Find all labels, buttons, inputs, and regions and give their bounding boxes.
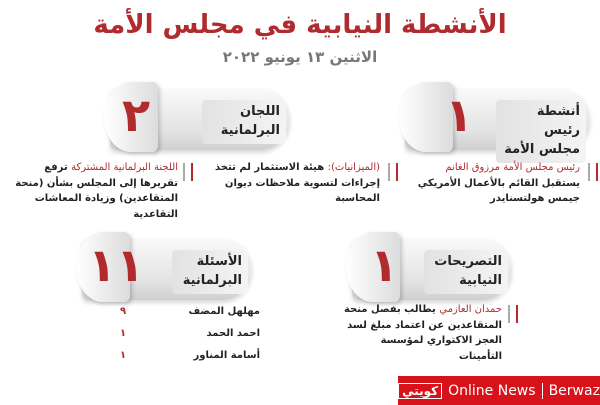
section-count: ١ — [445, 88, 474, 142]
mp-name: مهلهل المضف — [188, 306, 260, 317]
question-count: ١ — [120, 328, 127, 339]
news-highlight: اللجنة البرلمانية المشتركة — [71, 162, 178, 173]
news-text: هيئة الاستثمار لم تتخذ إجراءات لتسوية ملاحظات ديوان المحاسبة — [215, 162, 380, 204]
section-count: ١ — [370, 238, 399, 292]
mp-name: احمد الحمد — [206, 328, 260, 339]
section-count: ٢ — [122, 88, 151, 142]
section-title: التصريحات النيابية — [424, 250, 508, 294]
site-logo: كويتي — [398, 383, 442, 399]
questions-list — [120, 306, 260, 372]
news-highlight: (الميزانيات): — [327, 162, 380, 173]
page-title: الأنشطة النيابية في مجلس الأمة — [93, 10, 507, 40]
news-text: ترفع تقريرها إلى المجلس بشأن (منحة المتقاعدين) وزيادة المعاشات التقاعدية — [15, 162, 178, 220]
section-title: اللجان البرلمانية — [202, 100, 286, 144]
speaker-news — [405, 160, 580, 207]
question-count: ١ — [120, 350, 127, 361]
site-name: Berwaz — [548, 382, 600, 399]
list-item — [120, 328, 260, 350]
committee-news-1 — [185, 160, 380, 207]
news-highlight: حمدان العازمي — [439, 304, 502, 315]
section-title: أنشطة رئيس مجلس الأمة — [496, 100, 586, 163]
news-text: يستقبل القائم بالأعمال الأمريكي جيمس هولتسنايدر — [417, 177, 580, 204]
section-card-questions — [82, 238, 252, 300]
section-card-statements — [352, 238, 512, 300]
news-text: يطالب بفصل منحة المتقاعدين عن اعتماد مبلغ لسد العجز الاكتواري لمؤسسة التأمينات — [343, 304, 502, 362]
bullet-icon — [588, 163, 598, 181]
list-item — [120, 350, 260, 372]
brand-name: Online News — [448, 382, 536, 399]
section-card-speaker — [405, 88, 590, 157]
section-count: ١١ — [88, 238, 145, 292]
bullet-icon — [508, 305, 518, 323]
list-item — [120, 306, 260, 328]
bullet-icon — [183, 163, 193, 181]
mp-name: أسامة المناور — [193, 350, 260, 361]
watermark-banner — [398, 376, 600, 405]
bullet-icon — [388, 163, 398, 181]
section-title: الأسئلة البرلمانية — [172, 250, 248, 294]
divider — [542, 383, 543, 399]
section-card-committees — [110, 88, 290, 150]
date: الاثنين ١٣ يونيو ٢٠٢٢ — [222, 48, 378, 66]
question-count: ٩ — [120, 306, 127, 317]
statement-news — [340, 302, 502, 364]
committee-news-2 — [8, 160, 178, 222]
news-highlight: رئيس مجلس الأمة مرزوق الغانم — [445, 162, 580, 173]
